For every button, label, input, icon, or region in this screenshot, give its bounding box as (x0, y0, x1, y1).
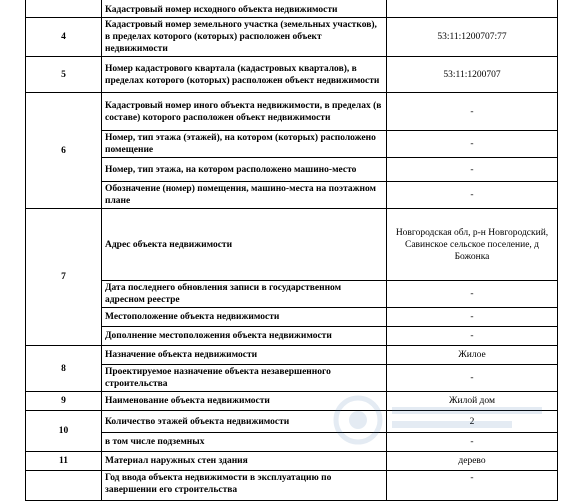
table-row (26, 392, 558, 411)
row-value (387, 0, 558, 18)
table-row (26, 209, 558, 281)
property-info-table (25, 0, 558, 501)
row-number: 10 (26, 411, 102, 452)
row-number: 8 (26, 346, 102, 392)
table-row (26, 131, 558, 158)
table-row (26, 433, 558, 452)
row-label: Обозначение (номер) помещения, машино-места на поэтажном плане (102, 182, 387, 209)
table-row (26, 182, 558, 209)
table-row (26, 471, 558, 501)
row-label: Год ввода объекта недвижимости в эксплуатацию по завершении его строительства (102, 471, 387, 501)
row-value: - (387, 327, 558, 346)
row-number: 11 (26, 452, 102, 471)
row-number: 6 (26, 93, 102, 209)
table-row (26, 452, 558, 471)
row-number: 9 (26, 392, 102, 411)
row-label: Номер, тип этажа, на котором расположено машино-место (102, 158, 387, 182)
row-number: 5 (26, 57, 102, 93)
row-value: Жилой дом (387, 392, 558, 411)
row-value: Жилое (387, 346, 558, 365)
row-value: - (387, 158, 558, 182)
row-label: Номер, тип этажа (этажей), на котором (которых) расположено помещение (102, 131, 387, 158)
table-row (26, 308, 558, 327)
row-label: Кадастровый номер земельного участка (земельных участков), в пределах которого (которых) расположен объект недвижимости (102, 18, 387, 57)
row-value: - (387, 93, 558, 131)
table-row (26, 346, 558, 365)
row-label: Назначение объекта недвижимости (102, 346, 387, 365)
row-value: 53:11:1200707:77 (387, 18, 558, 57)
row-number: 7 (26, 209, 102, 346)
row-value: 53:11:1200707 (387, 57, 558, 93)
row-value: Новгородская обл, р-н Новгородский, Савинское сельское поселение, д Божонка (387, 209, 558, 281)
table-row (26, 158, 558, 182)
row-value: - (387, 433, 558, 452)
table-row (26, 57, 558, 93)
table-row (26, 411, 558, 433)
row-label: Материал наружных стен здания (102, 452, 387, 471)
table-row (26, 0, 558, 18)
row-value: - (387, 131, 558, 158)
row-value: - (387, 308, 558, 327)
row-value: - (387, 471, 558, 501)
row-label: Номер кадастрового квартала (кадастровых кварталов), в пределах которого (которых) расположен объект недвижимости (102, 57, 387, 93)
row-value: - (387, 182, 558, 209)
row-label: Кадастровый номер иного объекта недвижимости, в пределах (в составе) которого расположен объект недвижимости (102, 93, 387, 131)
row-value: дерево (387, 452, 558, 471)
table-row (26, 281, 558, 308)
row-label: Количество этажей объекта недвижимости (102, 411, 387, 433)
row-number: 4 (26, 18, 102, 57)
table-row (26, 365, 558, 392)
row-label: Дополнение местоположения объекта недвижимости (102, 327, 387, 346)
row-label: Дата последнего обновления записи в государственном адресном реестре (102, 281, 387, 308)
table-row (26, 18, 558, 57)
row-label: Наименование объекта недвижимости (102, 392, 387, 411)
row-number (26, 0, 102, 18)
row-value: 2 (387, 411, 558, 433)
row-label: Адрес объекта недвижимости (102, 209, 387, 281)
table-row (26, 93, 558, 131)
row-label: Кадастровый номер исходного объекта недвижимости (102, 0, 387, 18)
row-label: в том числе подземных (102, 433, 387, 452)
row-label: Местоположение объекта недвижимости (102, 308, 387, 327)
row-value: - (387, 281, 558, 308)
row-number (26, 471, 102, 501)
row-value: - (387, 365, 558, 392)
row-label: Проектируемое назначение объекта незавершенного строительства (102, 365, 387, 392)
table-row (26, 327, 558, 346)
